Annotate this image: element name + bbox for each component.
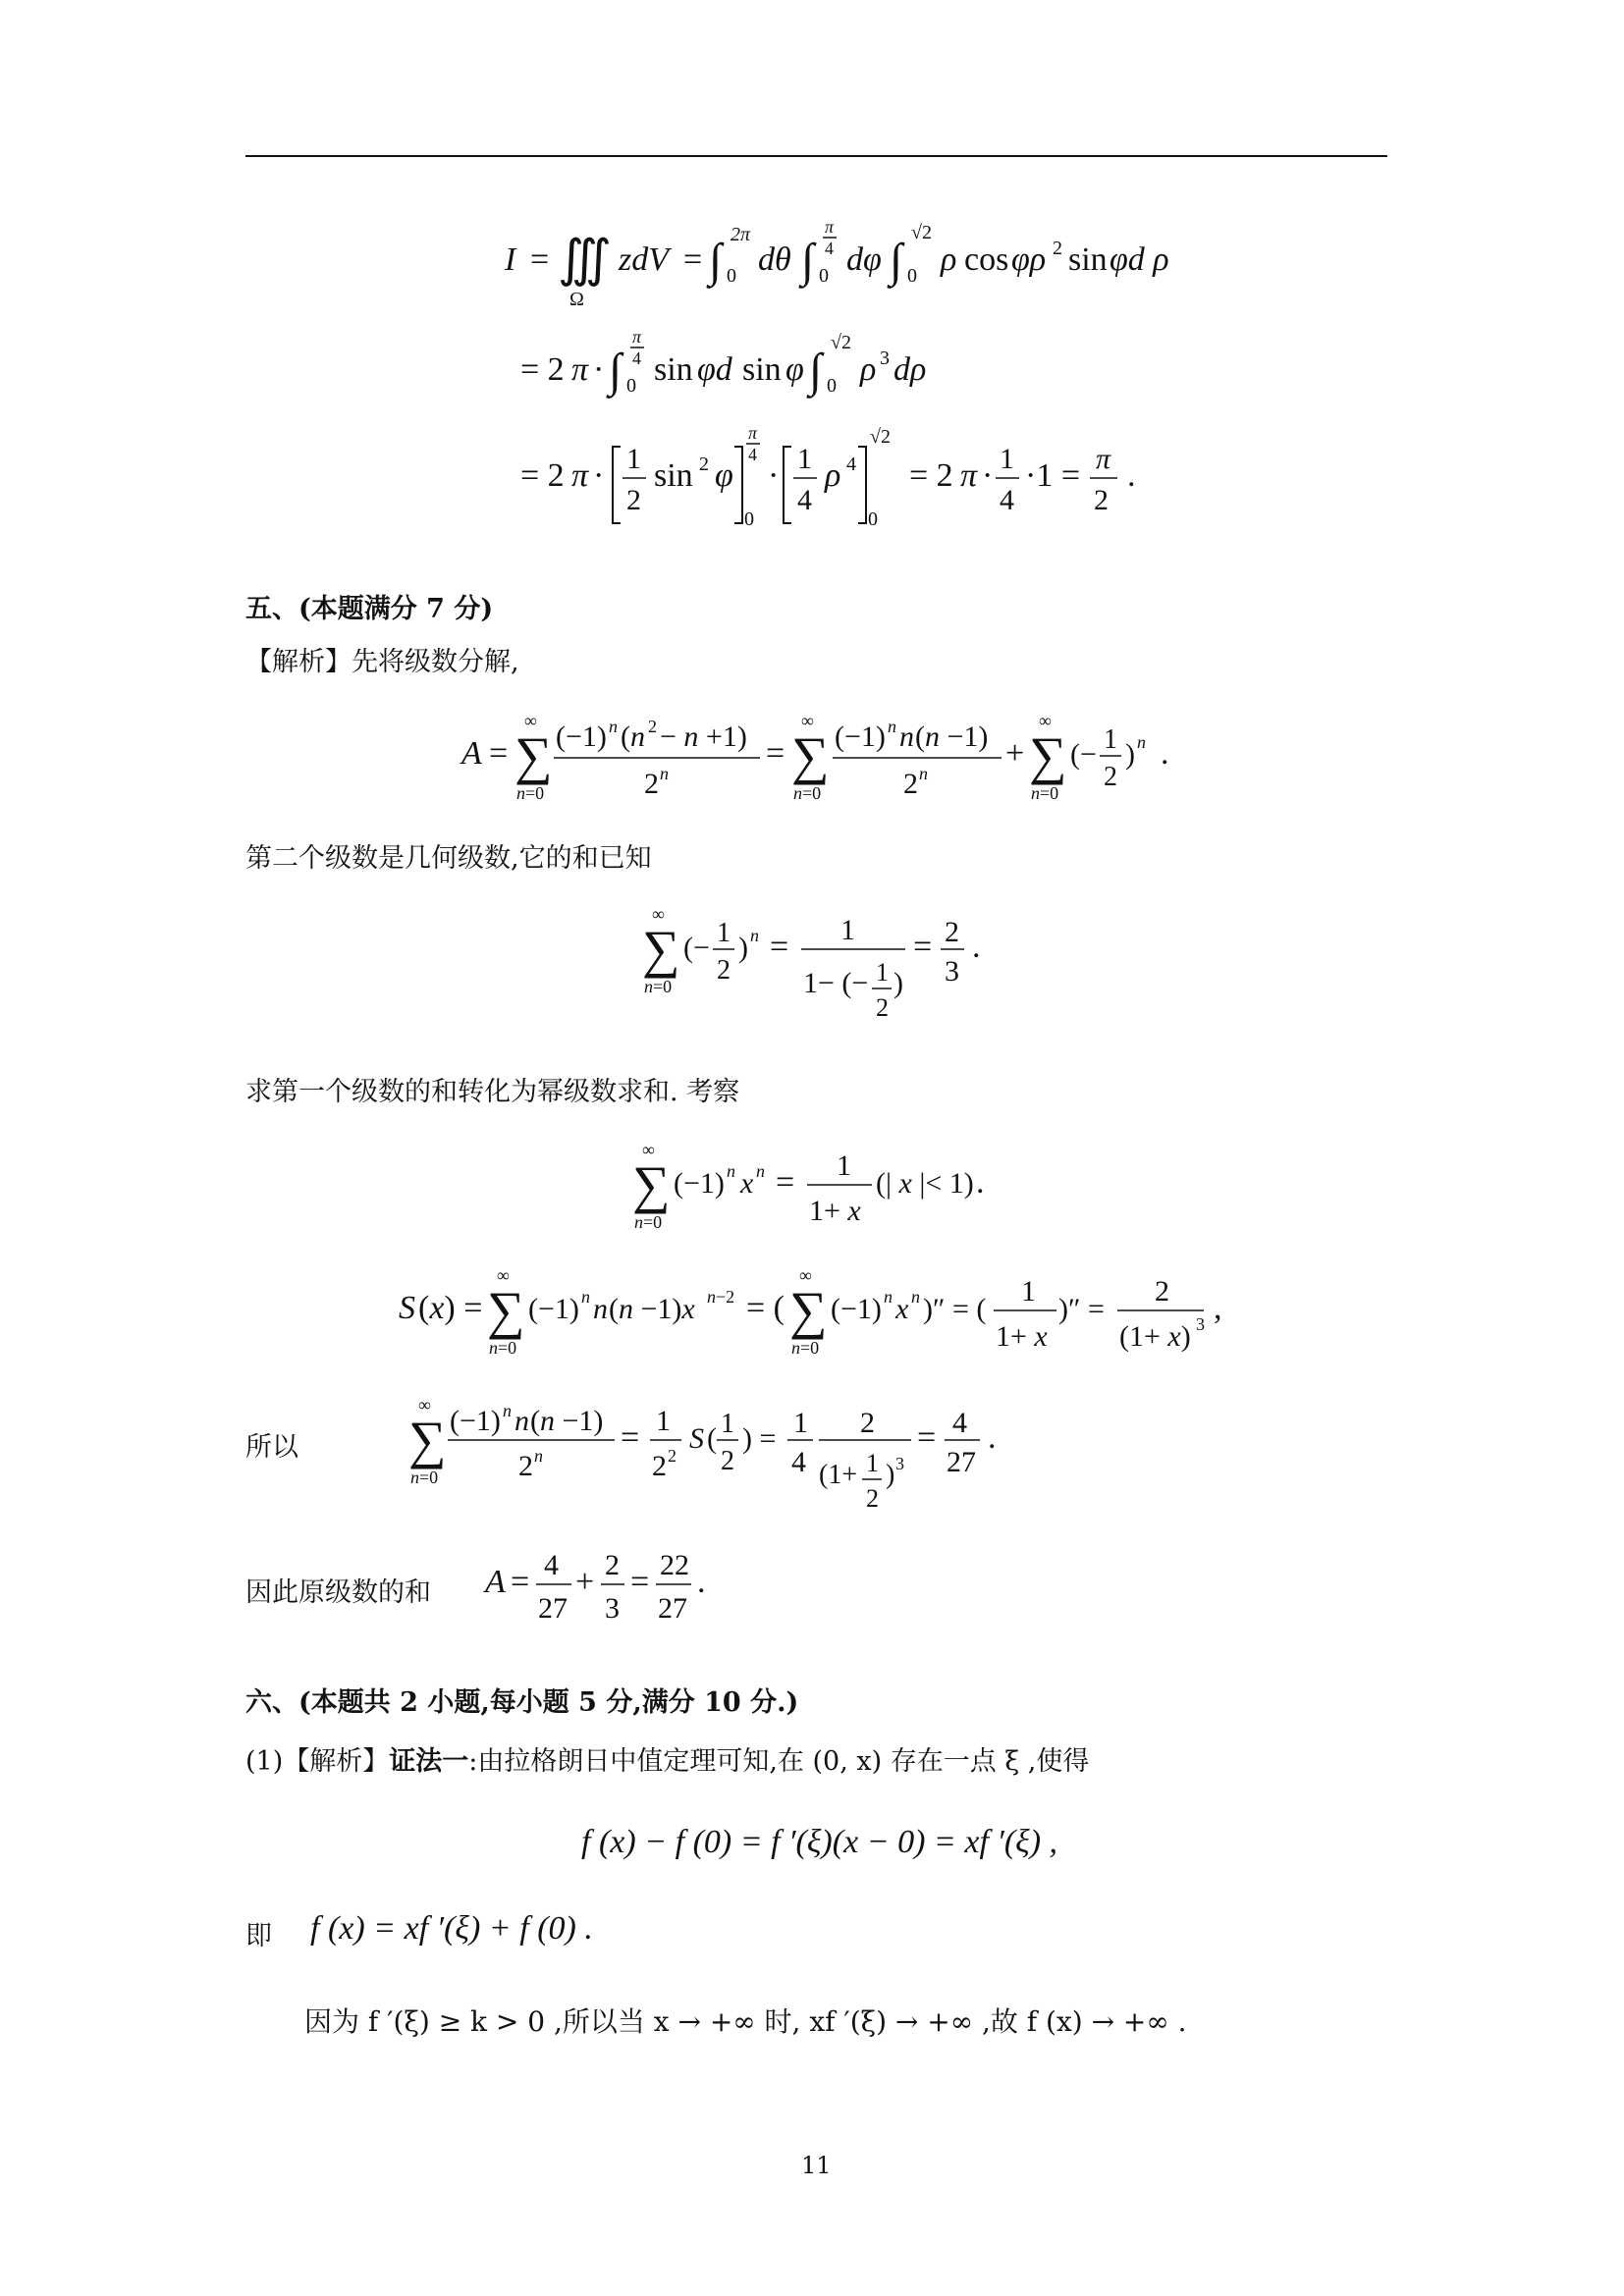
svg-text:·: ·: [768, 457, 780, 494]
svg-text:∞: ∞: [418, 1395, 431, 1415]
svg-text:φd ρ: φd ρ: [1110, 241, 1169, 278]
svg-text:n=0: n=0: [410, 1468, 439, 1487]
part1-number: (1): [245, 1746, 284, 1777]
svg-text:=: =: [766, 735, 785, 772]
svg-text:√2: √2: [870, 426, 891, 448]
section-six-heading: 六、(本题共 2 小题,每小题 5 分,满分 10 分.): [245, 1687, 799, 1718]
svg-text:+: +: [1005, 735, 1025, 772]
svg-text:1+ x: 1+ x: [809, 1195, 861, 1227]
svg-text:(1+ x): (1+ x): [1119, 1320, 1191, 1353]
svg-text:.: .: [976, 1164, 985, 1201]
svg-text:=: =: [621, 1419, 640, 1456]
svg-text:+: +: [575, 1564, 595, 1600]
so-label: 所以: [245, 1432, 298, 1463]
svg-text:2: 2: [1104, 762, 1117, 792]
equation-power-series: [628, 1134, 1001, 1242]
svg-text:2: 2: [721, 1446, 734, 1476]
svg-text:∞: ∞: [799, 1265, 812, 1285]
svg-text:zdV: zdV: [619, 241, 669, 278]
svg-text:(−1): (−1): [528, 1293, 579, 1325]
svg-text:ρ: ρ: [941, 241, 957, 278]
svg-text:2: 2: [699, 454, 709, 475]
svg-text:S: S: [689, 1422, 704, 1455]
svg-text:1+ x: 1+ x: [996, 1320, 1048, 1353]
svg-text:n: n: [1137, 732, 1146, 752]
svg-text:ρ: ρ: [860, 351, 877, 388]
svg-text:3: 3: [605, 1592, 620, 1625]
svg-text:3: 3: [945, 955, 959, 988]
svg-text:=: =: [917, 1419, 937, 1456]
svg-text:∞: ∞: [497, 1265, 510, 1285]
svg-text:27: 27: [538, 1592, 568, 1625]
svg-text:4: 4: [825, 239, 834, 258]
svg-text:n=0: n=0: [634, 1212, 663, 1232]
svg-text:1: 1: [626, 443, 641, 475]
svg-text:(1+: (1+: [819, 1460, 858, 1490]
svg-text:.: .: [988, 1419, 997, 1456]
svg-text:I: I: [505, 241, 516, 278]
svg-text:S: S: [399, 1290, 415, 1326]
svg-text:(−1): (−1): [556, 721, 607, 753]
svg-text:1: 1: [717, 918, 731, 948]
svg-text:n=0: n=0: [793, 783, 822, 803]
svg-text:n−2: n−2: [707, 1287, 735, 1307]
svg-text:Ω: Ω: [569, 289, 584, 310]
svg-text:1: 1: [793, 1407, 808, 1439]
svg-text:1: 1: [840, 914, 855, 946]
svg-text:3: 3: [880, 347, 890, 369]
svg-text:2: 2: [626, 484, 641, 516]
svg-text:sin: sin: [654, 351, 693, 388]
equation-ji: f (x) = xf ′(ξ) + f (0) .: [310, 1910, 593, 1947]
equation-A-decomposition: [452, 705, 1198, 813]
svg-text:2: 2: [652, 1450, 667, 1482]
svg-text:=: =: [683, 241, 703, 278]
svg-text:n: n: [534, 1446, 543, 1466]
svg-text:n: n: [911, 1287, 920, 1307]
svg-text:(: (: [707, 1422, 717, 1455]
svg-text:1: 1: [797, 443, 812, 475]
svg-text:n: n: [750, 926, 759, 945]
svg-text:(−1): (−1): [450, 1405, 501, 1437]
svg-text:= 2: = 2: [520, 457, 565, 494]
svg-text:(| x |< 1): (| x |< 1): [876, 1167, 974, 1200]
header-rule: [245, 155, 1387, 157]
part1-tag: 【解析】: [283, 1746, 390, 1777]
svg-text:0: 0: [819, 265, 829, 287]
svg-text:=: =: [530, 241, 550, 278]
svg-text:= 2: = 2: [909, 457, 953, 494]
svg-text:(−: (−: [683, 932, 710, 964]
svg-text:4: 4: [791, 1446, 806, 1478]
svg-text:n=0: n=0: [644, 977, 673, 996]
svg-text:): ): [886, 1460, 895, 1490]
svg-text:x: x: [740, 1167, 754, 1200]
svg-text:2: 2: [518, 1450, 533, 1482]
svg-text:π: π: [960, 457, 978, 494]
svg-text:): ): [738, 932, 748, 964]
svg-text:.: .: [1161, 735, 1169, 772]
svg-text:∭: ∭: [558, 232, 612, 288]
svg-text:x: x: [895, 1293, 909, 1325]
because-line: 因为 f ′(ξ) ≥ k > 0 ,所以当 x → +∞ 时, xf ′(ξ) → +∞ ,故 f (x) → +∞ .: [304, 2005, 1187, 2038]
svg-text:.: .: [1127, 457, 1136, 494]
svg-text:=: =: [489, 735, 509, 772]
svg-text:π: π: [632, 329, 642, 347]
svg-text:)″ = (: )″ = (: [923, 1293, 987, 1325]
svg-text:.: .: [697, 1564, 706, 1600]
svg-text:2: 2: [1053, 238, 1062, 259]
svg-text:1: 1: [721, 1409, 734, 1439]
svg-text:π: π: [748, 423, 758, 443]
svg-text:27: 27: [658, 1592, 687, 1625]
svg-text:0: 0: [626, 375, 636, 397]
svg-text:0: 0: [744, 508, 754, 530]
svg-text:n: n: [888, 717, 896, 736]
svg-text:cos: cos: [964, 241, 1009, 278]
svg-text:sin: sin: [654, 457, 693, 494]
svg-text:·: ·: [593, 351, 605, 388]
svg-text:(n −1)x: (n −1)x: [609, 1293, 695, 1325]
svg-text:1: 1: [837, 1149, 851, 1182]
svg-text:∫: ∫: [809, 345, 823, 397]
svg-text:φ: φ: [785, 351, 804, 388]
svg-text:∑: ∑: [789, 1281, 828, 1340]
svg-text:φρ: φρ: [1011, 241, 1047, 278]
equation-geometric-sum: [638, 898, 1001, 1036]
svg-text:− n +1): − n +1): [660, 721, 747, 753]
svg-text:4: 4: [544, 1549, 559, 1581]
page-number: 11: [801, 2152, 832, 2179]
svg-text:(−1): (−1): [674, 1167, 725, 1200]
svg-text:2: 2: [860, 1407, 875, 1439]
svg-text:(n −1): (n −1): [915, 721, 989, 753]
svg-text:1: 1: [866, 1449, 879, 1477]
svg-text:∫: ∫: [890, 235, 903, 287]
svg-text:n: n: [756, 1161, 765, 1181]
svg-text:1: 1: [876, 958, 889, 987]
svg-text:4: 4: [846, 454, 856, 475]
svg-text:n: n: [899, 721, 914, 753]
svg-text:φ: φ: [715, 457, 733, 494]
sum-label: 因此原级数的和: [245, 1577, 431, 1608]
svg-text:n: n: [593, 1293, 608, 1325]
svg-text:0: 0: [868, 508, 878, 530]
svg-text:√2: √2: [911, 222, 932, 243]
svg-text:φd: φd: [697, 351, 732, 388]
svg-text:1: 1: [1000, 443, 1014, 475]
part1-method: 证法一: [389, 1746, 469, 1777]
svg-text:∞: ∞: [652, 904, 665, 924]
svg-text:2: 2: [1094, 484, 1109, 516]
svg-text:π: π: [1096, 443, 1111, 475]
svg-text:A: A: [461, 735, 482, 772]
svg-text:=: =: [913, 929, 933, 965]
svg-text:1: 1: [1021, 1275, 1036, 1308]
svg-text:∞: ∞: [524, 711, 537, 730]
svg-text:= (: = (: [746, 1290, 785, 1326]
svg-text:∑: ∑: [791, 726, 830, 785]
svg-text:∞: ∞: [642, 1140, 655, 1159]
svg-text:∞: ∞: [1039, 711, 1052, 730]
svg-text:4: 4: [1000, 484, 1014, 516]
section-five-heading: 五、(本题满分 7 分): [245, 594, 494, 624]
svg-text:(n: (n: [621, 721, 645, 753]
svg-text:·1 =: ·1 =: [1025, 457, 1080, 494]
svg-text:2: 2: [605, 1549, 620, 1581]
svg-text:(−1): (−1): [835, 721, 886, 753]
svg-text:∑: ∑: [514, 726, 553, 785]
equation-mvt: f (x) − f (0) = f ′(ξ)(x − 0) = xf ′(ξ) ,: [581, 1824, 1058, 1860]
svg-text:∑: ∑: [1029, 726, 1067, 785]
ji-label: 即: [245, 1921, 272, 1951]
svg-text:,: ,: [1214, 1290, 1222, 1326]
svg-text:n: n: [884, 1287, 893, 1307]
svg-text:2: 2: [945, 916, 959, 948]
svg-text:2: 2: [903, 768, 918, 800]
equation-sum: [481, 1541, 736, 1639]
svg-text:∑: ∑: [487, 1281, 525, 1340]
svg-text:A: A: [485, 1564, 506, 1600]
svg-text:π: π: [571, 351, 589, 388]
svg-text:dφ: dφ: [846, 241, 882, 278]
svg-text:∑: ∑: [632, 1155, 671, 1214]
svg-text:2: 2: [644, 768, 659, 800]
svg-text:= 2: = 2: [520, 351, 565, 388]
svg-text:1: 1: [1104, 724, 1117, 755]
svg-text:n: n: [503, 1401, 512, 1420]
svg-text:2: 2: [717, 955, 731, 986]
svg-text:∑: ∑: [642, 920, 680, 979]
svg-text:1: 1: [656, 1405, 671, 1437]
svg-text:n: n: [581, 1287, 590, 1307]
svg-text:2: 2: [648, 717, 657, 736]
svg-text:n=0: n=0: [791, 1338, 820, 1358]
svg-text:0: 0: [827, 375, 837, 397]
svg-text:n: n: [609, 717, 618, 736]
svg-text:n: n: [514, 1405, 529, 1437]
svg-text:n=0: n=0: [516, 783, 545, 803]
svg-text:4: 4: [632, 348, 641, 368]
svg-text:): ): [893, 967, 903, 999]
svg-text:∫: ∫: [609, 345, 623, 397]
svg-text:∑: ∑: [408, 1411, 447, 1469]
svg-text:sin: sin: [742, 351, 782, 388]
svg-text:22: 22: [660, 1549, 689, 1581]
svg-text:(n −1): (n −1): [530, 1405, 604, 1437]
svg-text:n=0: n=0: [1031, 783, 1059, 803]
svg-text:(−1): (−1): [831, 1293, 882, 1325]
svg-text:=: =: [511, 1564, 530, 1600]
svg-text:(−: (−: [1070, 738, 1097, 771]
svg-text:∫: ∫: [709, 235, 723, 287]
geometric-series-text: 第二个级数是几何级数,它的和已知: [245, 843, 652, 874]
svg-text:=: =: [770, 929, 789, 965]
svg-text:1− (−: 1− (−: [803, 967, 869, 999]
svg-text:)″ =: )″ =: [1058, 1293, 1105, 1325]
equation-S: [393, 1259, 1247, 1367]
svg-text:√2: √2: [831, 332, 851, 353]
svg-text:∞: ∞: [801, 711, 814, 730]
svg-text:π: π: [571, 457, 589, 494]
svg-text:0: 0: [727, 265, 736, 287]
svg-text:3: 3: [1196, 1314, 1205, 1334]
integral-line-1: [491, 211, 1198, 319]
svg-text:2: 2: [866, 1484, 879, 1513]
svg-text:): ): [1125, 738, 1135, 771]
part1-text: :由拉格朗日中值定理可知,在 (0, x) 存在一点 ξ ,使得: [468, 1746, 1090, 1777]
integral-line-3: [491, 417, 1159, 540]
svg-text:n: n: [660, 764, 669, 783]
svg-text:·: ·: [593, 457, 605, 494]
svg-text:27: 27: [947, 1446, 976, 1478]
power-series-text: 求第一个级数的和转化为幂级数求和. 考察: [245, 1077, 740, 1107]
svg-text:4: 4: [748, 445, 757, 464]
section-five-intro: 【解析】先将级数分解,: [245, 647, 519, 677]
svg-text:) =: ) =: [742, 1422, 777, 1455]
svg-text:=: =: [630, 1564, 650, 1600]
svg-text:2π: 2π: [731, 224, 751, 245]
equation-so: [405, 1389, 1013, 1526]
svg-text:4: 4: [797, 484, 812, 516]
svg-text:3: 3: [895, 1454, 904, 1473]
svg-text:2: 2: [1155, 1275, 1169, 1308]
svg-text:4: 4: [952, 1407, 967, 1439]
svg-text:π: π: [825, 217, 835, 237]
svg-text:n: n: [727, 1161, 735, 1181]
svg-text:dρ: dρ: [893, 351, 927, 388]
svg-text:2: 2: [668, 1446, 677, 1466]
svg-text:sin: sin: [1068, 241, 1108, 278]
svg-text:0: 0: [907, 265, 917, 287]
svg-text:(x) =: (x) =: [418, 1290, 483, 1326]
svg-text:=: =: [776, 1164, 795, 1201]
svg-text:n=0: n=0: [489, 1338, 517, 1358]
svg-text:dθ: dθ: [758, 241, 791, 278]
svg-text:·: ·: [982, 457, 994, 494]
integral-line-2: [491, 329, 1001, 407]
svg-text:.: .: [972, 929, 981, 965]
svg-text:ρ: ρ: [825, 457, 841, 494]
svg-text:2: 2: [876, 993, 889, 1022]
part1-line: [245, 1739, 1089, 1778]
svg-text:∫: ∫: [801, 235, 815, 287]
svg-text:n: n: [919, 764, 928, 783]
